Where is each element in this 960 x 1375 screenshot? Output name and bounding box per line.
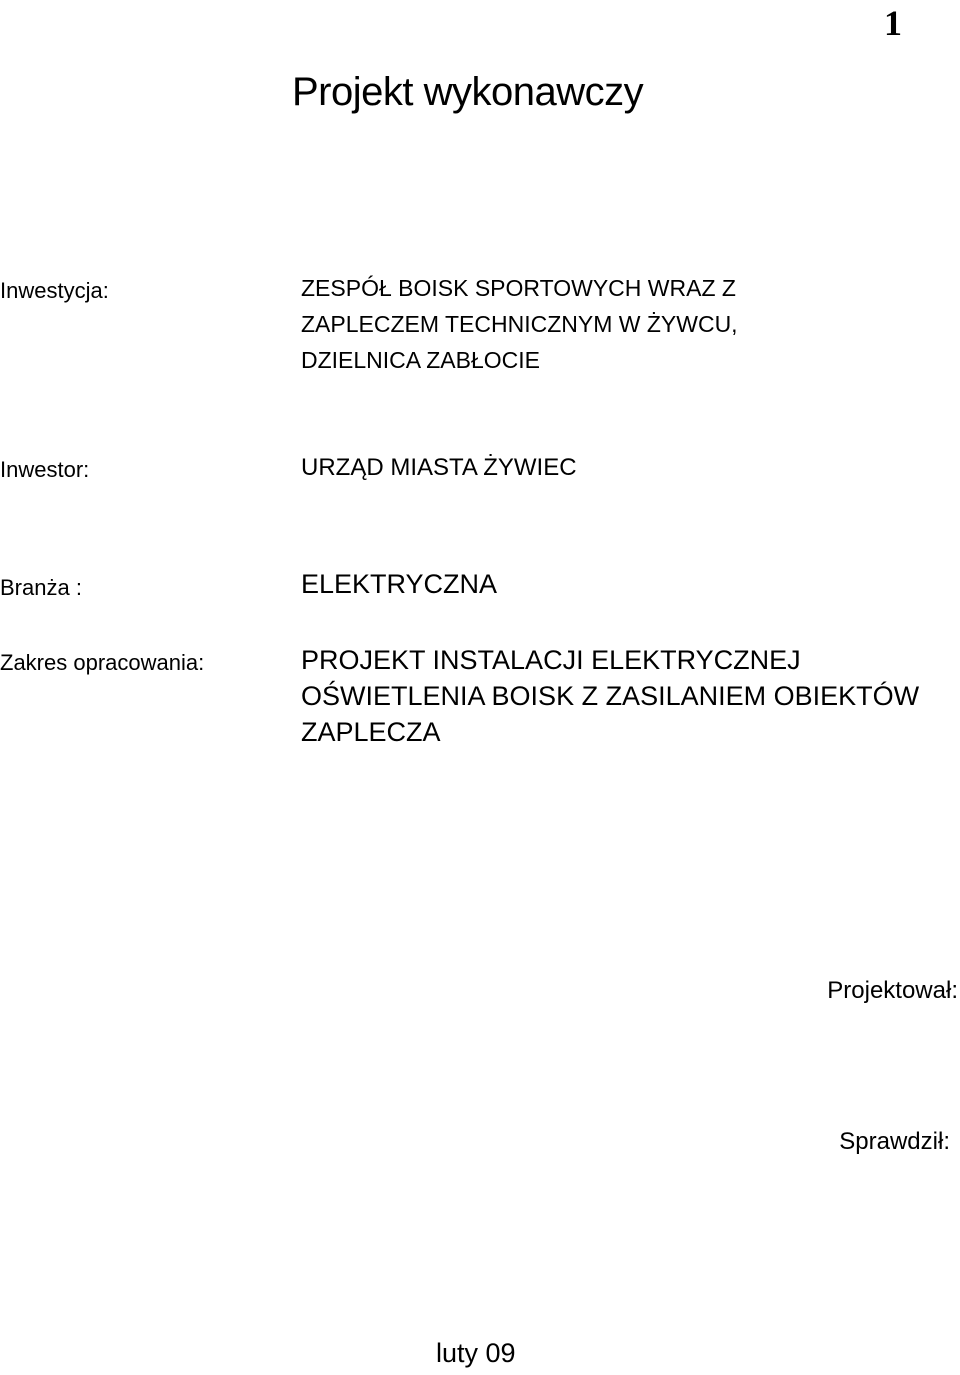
investment-line: DZIELNICA ZABŁOCIE	[301, 347, 541, 373]
scope-label: Zakres opracowania:	[0, 650, 205, 675]
branch-value: ELEKTRYCZNA	[301, 569, 498, 599]
investor-label: Inwestor:	[0, 457, 90, 482]
document-title: Projekt wykonawczy	[292, 70, 644, 114]
branch-label: Branża :	[0, 575, 82, 600]
designed-by-label: Projektował:	[827, 977, 958, 1004]
scope-line: OŚWIETLENIA BOISK Z ZASILANIEM OBIEKTÓW	[301, 681, 920, 711]
scope-value	[301, 642, 919, 750]
page-number: 1	[884, 3, 902, 43]
investment-value	[301, 270, 738, 378]
investment-line: ZAPLECZEM TECHNICZNYM W ŻYWCU,	[301, 311, 738, 337]
scope-line: ZAPLECZA	[301, 717, 441, 747]
investor-value: URZĄD MIASTA ŻYWIEC	[301, 454, 577, 481]
checked-by-label: Sprawdził:	[839, 1128, 950, 1155]
investment-line: ZESPÓŁ BOISK SPORTOWYCH WRAZ Z	[301, 275, 736, 301]
scope-line: PROJEKT INSTALACJI ELEKTRYCZNEJ	[301, 645, 801, 675]
investment-label: Inwestycja:	[0, 278, 109, 303]
document-date: luty 09	[436, 1338, 516, 1368]
